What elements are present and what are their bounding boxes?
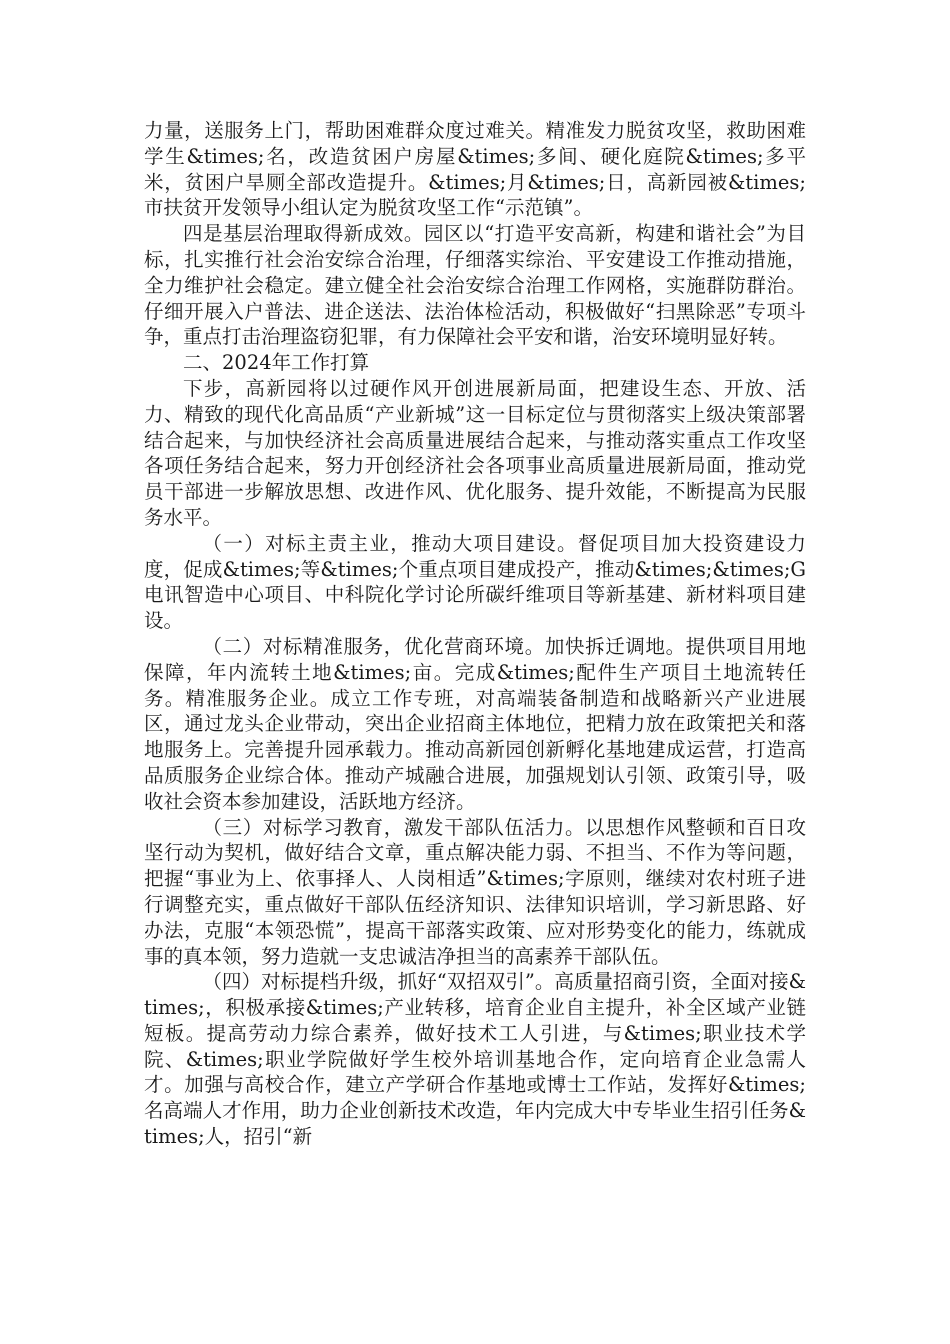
paragraph-item-3-education: （三）对标学习教育，激发干部队伍活力。以思想作风整顿和百日攻坚行动为契机，做好结合文章，重点解决能力弱、不担当、不作为等问题，把握“事业为上、依事择人、人岗相适”&times;字原则，继续对农村班子进行调整充实，重点做好干部队伍经济知识、法律知识培训，学习新思路、好办法，克服“本领恐慌”，提高干部落实政策、应对形势变化的能力，练就成事的真本领，努力造就一支忠诚洁净担当的高素养干部队伍。 — [144, 815, 806, 968]
paragraph-poverty-continued: 力量，送服务上门，帮助困难群众度过难关。精准发力脱贫攻坚，救助困难学生&times;名，改造贫困户房屋&times;多间、硬化庭院&times;多平米，贫困户旱厕全部改造提升。&times;月&times;日，高新园被&times;市扶贫开发领导小组认定为脱贫攻坚工作“示范镇”。 — [144, 119, 806, 220]
paragraph-item-4-recruitment: （四）对标提档升级，抓好“双招双引”。高质量招商引资，全面对接&times;，积极承接&times;产业转移，培育企业自主提升，补全区域产业链短板。提高劳动力综合素养，做好技术工人引进，与&times;职业技术学院、&times;职业学院做好学生校外培训基地合作，定向培育企业急需人才。加强与高校合作，建立产学研合作基地或博士工作站，发挥好&times;名高端人才作用，助力企业创新技术改造，年内完成大中专毕业生招引任务&times;人，招引“新 — [144, 970, 806, 1149]
section-heading-2024-plan: 二、2024年工作打算 — [183, 351, 370, 375]
document-body — [144, 118, 806, 1150]
paragraph-item-2-services: （二）对标精准服务，优化营商环境。加快拆迁调地。提供项目用地保障，年内流转土地&times;亩。完成&times;配件生产项目土地流转任务。精准服务企业。成立工作专班，对高端装备制造和战略新兴产业进展区，通过龙头企业带动，突出企业招商主体地位，把精力放在政策把关和落地服务上。完善提升园承载力。推动高新园创新孵化基地建成运营，打造高品质服务企业综合体。推动产城融合进展，加强规划认引领、政策引导，吸收社会资本参加建设，活跃地方经济。 — [144, 634, 806, 813]
paragraph-grassroots-governance: 四是基层治理取得新成效。园区以“打造平安高新，构建和谐社会”为目标，扎实推行社会治安综合治理，仔细落实综治、平安建设工作推动措施，全力维护社会稳定。建立健全社会治安综合治理工作网格，实施群防群治。仔细开展入户普法、进企送法、法治体检活动，积极做好“扫黑除恶”专项斗争，重点打击治理盗窃犯罪，有力保障社会平安和谐，治安环境明显好转。 — [144, 222, 806, 349]
paragraph-item-1-projects: （一）对标主责主业，推动大项目建设。督促项目加大投资建设力度，促成&times;等&times;个重点项目建成投产，推动&times;&times;G电讯智造中心项目、中科院化学讨论所碳纤维项目等新基建、新材料项目建设。 — [144, 531, 806, 633]
paragraph-next-steps: 下步，高新园将以过硬作风开创进展新局面，把建设生态、开放、活力、精致的现代化高品质“产业新城”这一目标定位与贯彻落实上级决策部署结合起来，与加快经济社会高质量进展结合起来，与推动落实重点工作攻坚各项任务结合起来，努力开创经济社会各项事业高质量进展新局面，推动党员干部进一步解放思想、改进作风、优化服务、提升效能，不断提高为民服务水平。 — [144, 376, 806, 529]
